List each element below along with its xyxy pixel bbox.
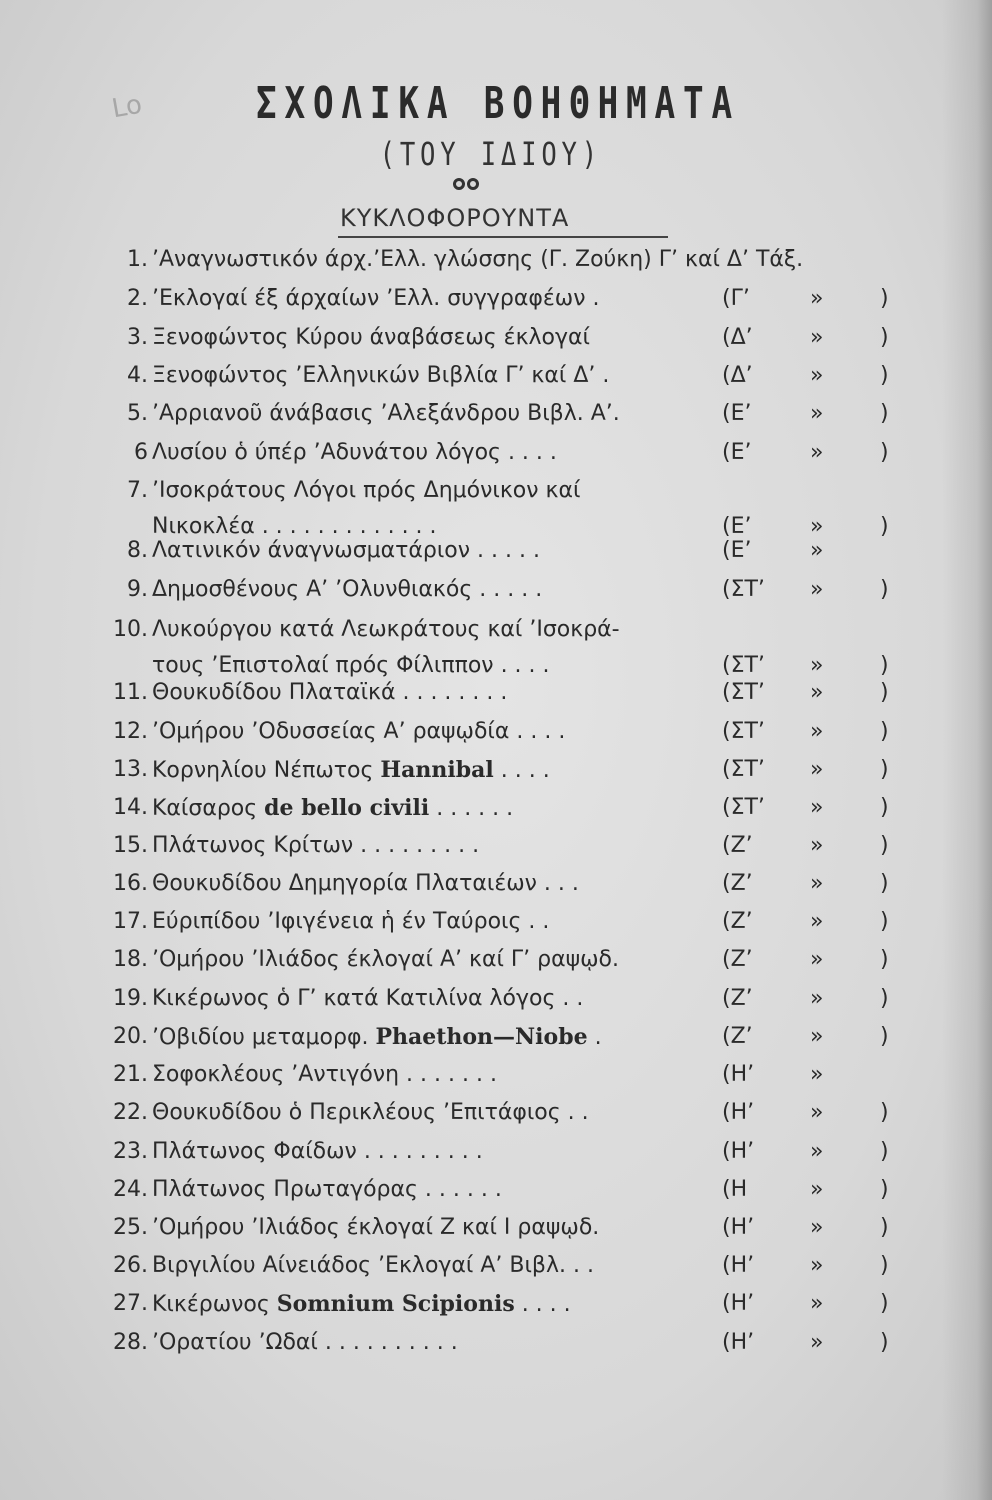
item-ditto: » [810,719,824,744]
item-close-paren: ) [880,947,889,972]
item-title-text: Δημοσθένους Α’ ’Ολυνθιακός . . . . . [152,577,543,602]
item-title [152,1024,602,1050]
item-class: (Η’ [722,1100,755,1125]
item-ditto: » [810,947,824,972]
item-close-paren: ) [880,833,889,858]
item-number: 22. [113,1100,148,1125]
list-item [110,871,910,907]
item-title-text: Βιργιλίου Αίνειάδος ’Εκλογαί Α’ Βιβλ. . . [152,1253,594,1278]
item-close-paren: ) [880,514,889,539]
item-ditto: » [810,680,824,705]
item-title [152,1062,497,1087]
item-title [152,719,565,744]
item-number: 12. [113,719,148,744]
item-number: 11. [113,680,148,705]
item-number: 20. [113,1024,148,1049]
item-title [152,363,609,388]
item-title-dots: . . . . . . [429,796,514,821]
list-item [110,986,910,1022]
list-item [110,478,910,539]
item-number: 16. [113,871,148,896]
item-close-paren: ) [880,1177,889,1202]
list-item [110,1330,910,1366]
item-title-latin: Phaethon—Niobe [375,1024,588,1050]
list-item [110,833,910,869]
item-title [152,577,542,602]
item-close-paren: ) [880,1253,889,1278]
item-title-text: Κορνηλίου Νέπωτος [152,758,381,783]
item-title [152,538,540,563]
item-ditto: » [810,538,824,563]
item-close-paren: ) [880,653,889,678]
item-title-dots: . [587,1025,602,1050]
item-class: (Η’ [722,1291,755,1316]
section-underline [338,236,668,238]
item-title-text: Πλάτωνος Κρίτων . . . . . . . . . [152,833,480,858]
item-close-paren: ) [880,986,889,1011]
item-title [152,909,549,934]
item-close-paren: ) [880,1215,889,1240]
item-title-dots: . . . . [493,758,550,783]
list-item [110,947,910,983]
item-number: 28. [113,1330,148,1355]
item-close-paren: ) [880,401,889,426]
list-item [110,1215,910,1251]
item-ditto: » [810,1291,824,1316]
item-ditto: » [810,363,824,388]
item-class: (Ε’ [722,440,752,465]
item-title-text: Ξενοφώντος ’Ελληνικών Βιβλία Γ’ καί Δ’ . [152,363,610,388]
item-title [152,440,557,465]
list-item [110,719,910,755]
list-item [110,325,910,361]
item-ditto: » [810,653,824,678]
item-number: 13. [113,757,148,782]
item-number: 21. [113,1062,148,1087]
item-class: (Η’ [722,1215,755,1240]
item-number: 15. [113,833,148,858]
item-class: (ΣΤ’ [722,577,765,602]
item-number: 18. [113,947,148,972]
item-title [152,325,590,350]
list-item [110,1139,910,1175]
item-close-paren: ) [880,1330,889,1355]
list-item [110,1100,910,1136]
item-title-continued: Νικοκλέα . . . . . . . . . . . . . [152,514,437,539]
item-number: 10. [113,617,148,642]
item-ditto: » [810,986,824,1011]
item-close-paren: ) [880,680,889,705]
item-class: (Ζ’ [722,871,753,896]
list-item [110,401,910,437]
item-class: (Η’ [722,1330,755,1355]
item-title [152,478,580,503]
item-class: (Η’ [722,1062,755,1087]
list-item [110,577,910,613]
item-title [152,871,579,896]
item-title [152,947,619,972]
item-number: 7. [127,478,148,503]
item-ditto: » [810,325,824,350]
item-class: (Η’ [722,1253,755,1278]
item-title-continued: τους ’Επιστολαί πρός Φίλιππον . . . . [152,653,550,678]
item-title [152,401,620,426]
item-close-paren: ) [880,795,889,820]
section-heading: ΚΥΚΛΟΦΟΡΟΥΝΤΑ [340,204,570,232]
list-item [110,1177,910,1213]
item-ditto: » [810,1062,824,1087]
item-title [152,986,583,1011]
item-title [152,795,513,821]
item-close-paren: ) [880,440,889,465]
item-close-paren: ) [880,871,889,896]
item-ditto: » [810,757,824,782]
item-title-text: Ξενοφώντος Κύρου άναβάσεως έκλογαί [152,325,590,350]
item-title [152,1100,589,1125]
item-ditto: » [810,440,824,465]
list-item [110,440,910,476]
item-ditto: » [810,909,824,934]
item-title-text: ’Ορατίου ’Ωδαί . . . . . . . . . . [152,1330,458,1355]
item-ditto: » [810,1177,824,1202]
item-number: 17. [113,909,148,934]
item-class: (Ε’ [722,514,752,539]
item-title-text: Κικέρωνος [152,1292,277,1317]
item-class: (ΣΤ’ [722,795,765,820]
item-close-paren: ) [880,719,889,744]
item-title [152,680,507,705]
item-title [152,617,620,642]
list-item [110,286,910,322]
item-ditto: » [810,1100,824,1125]
list-item [110,1253,910,1289]
item-close-paren: ) [880,1291,889,1316]
item-title [152,1330,458,1355]
item-number: 5. [127,401,148,426]
item-ditto: » [810,795,824,820]
item-title-text: ’Αναγνωστικόν άρχ.’Ελλ. γλώσσης (Γ. Ζούκη) Γ’ καί Δ’ Τάξ. [152,247,804,272]
item-class: (ΣΤ’ [722,653,765,678]
item-title-text: Θουκυδίδου Δημηγορία Πλαταιέων . . . [152,871,579,896]
item-title-text: ’Εκλογαί έξ άρχαίων ’Ελλ. συγγραφέων . [152,286,600,311]
item-class: (ΣΤ’ [722,680,765,705]
item-close-paren: ) [880,757,889,782]
list-item [110,1024,910,1060]
item-number: 27. [113,1291,148,1316]
item-title-dots: . . . . [514,1292,571,1317]
item-title-text: Καίσαρος [152,796,265,821]
item-number: 2. [127,286,148,311]
item-ditto: » [810,833,824,858]
item-number: 9. [127,577,148,602]
item-title [152,757,550,783]
item-title [152,286,599,311]
item-class: (Ζ’ [722,833,753,858]
item-title-text: Κικέρωνος ὁ Γ’ κατά Κατιλίνα λόγος . . [152,986,584,1011]
item-number: 19. [113,986,148,1011]
item-title-text: ’Αρριανοῦ άνάβασις ’Αλεξάνδρου Βιβλ. Α’. [152,401,620,426]
item-close-paren: ) [880,325,889,350]
item-title-text: Θουκυδίδου Πλαταϊκά . . . . . . . . [152,680,508,705]
item-class: (Ζ’ [722,947,753,972]
item-close-paren: ) [880,1100,889,1125]
pencil-mark: Lo [109,89,145,125]
list-item [110,538,910,574]
list-item [110,617,910,678]
item-class: (Ζ’ [722,1024,753,1049]
item-close-paren: ) [880,577,889,602]
item-class: (Η [722,1177,748,1202]
item-title-text: Πλάτωνος Φαίδων . . . . . . . . . [152,1139,483,1164]
item-close-paren: ) [880,1139,889,1164]
item-ditto: » [810,1253,824,1278]
item-ditto: » [810,514,824,539]
item-ditto: » [810,1139,824,1164]
item-class: (Ε’ [722,401,752,426]
item-number: 4. [127,363,148,388]
list-item [110,909,910,945]
item-title-text: ’Ομήρου ’Ιλιάδος έκλογαί Ζ καί Ι ραψῳδ. [152,1215,600,1240]
item-title-text: Σοφοκλέους ’Αντιγόνη . . . . . . . [152,1062,497,1087]
item-close-paren: ) [880,909,889,934]
item-class: (Ζ’ [722,909,753,934]
item-ditto: » [810,286,824,311]
item-title-text: Εύριπίδου ’Ιφιγένεια ἡ έν Ταύροις . . [152,909,550,934]
item-title [152,1215,599,1240]
item-title-text: Πλάτωνος Πρωταγόρας . . . . . . [152,1177,502,1202]
item-number: 3. [127,325,148,350]
item-ditto: » [810,1330,824,1355]
page-subtitle: (ΤΟΥ ΙΔΙΟΥ) [379,135,602,173]
item-class: (Η’ [722,1139,755,1164]
item-title-latin: Somnium Scipionis [276,1291,515,1317]
item-title [152,833,479,858]
item-class: (Γ’ [722,286,750,311]
list-item [110,363,910,399]
item-ditto: » [810,577,824,602]
item-title [152,1177,502,1202]
list-item [110,1291,910,1327]
page-edge-shadow [942,0,992,1500]
item-number: 6 [134,440,148,465]
item-number: 1. [127,247,148,272]
item-number: 23. [113,1139,148,1164]
ornament-icon [453,178,481,190]
item-number: 8. [127,538,148,563]
list-item [110,680,910,716]
list-item [110,1062,910,1098]
item-title [152,1253,594,1278]
item-class: (ΣΤ’ [722,757,765,782]
list-item [110,795,910,831]
item-number: 26. [113,1253,148,1278]
item-ditto: » [810,1215,824,1240]
item-class: (Δ’ [722,325,753,350]
item-number: 14. [113,795,148,820]
item-title-text: Θουκυδίδου ὁ Περικλέους ’Επιτάφιος . . [152,1100,589,1125]
item-title-text: Λυκούργου κατά Λεωκράτους καί ’Ισοκρά- [152,617,620,642]
item-close-paren: ) [880,286,889,311]
list-item [110,757,910,793]
item-title [152,247,803,272]
item-class: (ΣΤ’ [722,719,765,744]
item-ditto: » [810,1024,824,1049]
item-title-latin: Hannibal [380,757,494,783]
item-class: (Δ’ [722,363,753,388]
item-title-text: ’Ομήρου ’Οδυσσείας Α’ ραψῳδία . . . . [152,719,566,744]
item-ditto: » [810,871,824,896]
item-title-text: Λατινικόν άναγνωσματάριον . . . . . [152,538,540,563]
page-title: ΣΧΟΛΙΚΑ ΒΟΗΘΗΜΑΤΑ [256,78,740,129]
item-title [152,1291,571,1317]
item-title-text: ’Ομήρου ’Ιλιάδος έκλογαί Α’ καί Γ’ ραψῳδ. [152,947,620,972]
item-title-text: ’Ισοκράτους Λόγοι πρός Δημόνικον καί [152,478,581,503]
item-number: 24. [113,1177,148,1202]
item-class: (Ε’ [722,538,752,563]
item-title-latin: de bello civili [264,795,430,821]
list-item [110,247,910,283]
item-number: 25. [113,1215,148,1240]
item-ditto: » [810,401,824,426]
item-title-text: Λυσίου ὁ ύπέρ ’Αδυνάτου λόγος . . . . [152,440,557,465]
item-title-text: ’Οβιδίου μεταμορφ. [152,1025,376,1050]
item-class: (Ζ’ [722,986,753,1011]
item-title [152,1139,483,1164]
item-close-paren: ) [880,363,889,388]
item-close-paren: ) [880,1024,889,1049]
